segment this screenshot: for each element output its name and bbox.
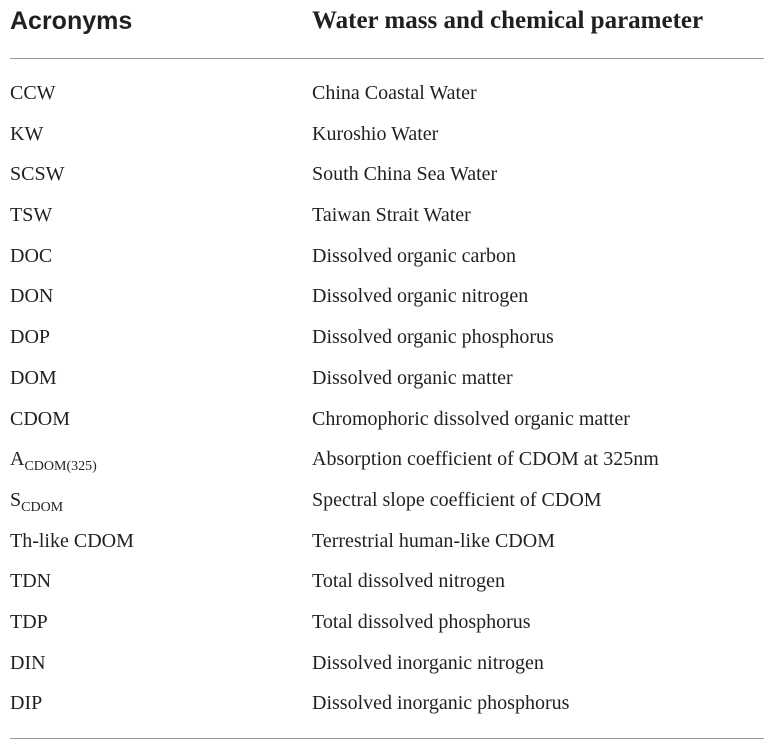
acronym-cell: TDP [10, 610, 48, 633]
description-cell: South China Sea Water [312, 163, 498, 186]
acronym-cell: DIN [10, 651, 46, 674]
description-cell: Dissolved organic phosphorus [312, 326, 554, 349]
table-bottom-rule [10, 738, 764, 739]
table-row [0, 646, 772, 687]
description-cell: Kuroshio Water [312, 122, 439, 145]
table-header [0, 0, 772, 58]
acronym-cell: TSW [10, 204, 53, 227]
table-body [0, 76, 772, 727]
header-divider [10, 58, 764, 59]
description-cell: Spectral slope coefficient of CDOM [312, 488, 602, 511]
acronym-cell: $S_{CDOM}$ [10, 488, 64, 515]
description-cell: Total dissolved phosphorus [312, 610, 531, 633]
table-row [0, 157, 772, 198]
description-cell: Dissolved organic carbon [312, 244, 517, 267]
table-row [0, 686, 772, 727]
acronym-cell: KW [10, 122, 44, 145]
acronym-cell: SCSW [10, 163, 65, 186]
header-description: Water mass and chemical parameter [312, 7, 704, 34]
description-cell: Dissolved organic matter [312, 366, 513, 389]
acronym-cell: DON [10, 285, 54, 308]
description-cell: Dissolved organic nitrogen [312, 285, 529, 308]
table-row [0, 483, 772, 524]
table-row [0, 117, 772, 158]
table-row [0, 361, 772, 402]
table-row [0, 442, 772, 483]
description-cell: China Coastal Water [312, 82, 477, 104]
table-row [0, 605, 772, 646]
acronym-cell: TDN [10, 570, 52, 593]
acronym-cell: Th-like CDOM [10, 529, 134, 552]
table-row [0, 564, 772, 605]
acronym-cell: DOC [10, 244, 53, 267]
description-cell: Chromophoric dissolved organic matter [312, 407, 630, 430]
table-row [0, 198, 772, 239]
table-row [0, 239, 772, 280]
table-row [0, 76, 772, 117]
table-row [0, 524, 772, 565]
header-acronyms: Acronyms [10, 7, 133, 35]
acronym-cell: $A_{CDOM(325)}$ [10, 448, 97, 475]
description-cell: Terrestrial human-like CDOM [312, 529, 555, 552]
description-cell: Dissolved inorganic nitrogen [312, 651, 544, 674]
acronym-cell: DOP [10, 326, 51, 349]
acronym-cell: CCW [10, 82, 56, 104]
table-row [0, 320, 772, 361]
acronym-cell: DIP [10, 692, 43, 715]
table-row [0, 402, 772, 443]
description-cell: Dissolved inorganic phosphorus [312, 692, 570, 715]
acronym-cell: DOM [10, 366, 57, 389]
description-cell: Total dissolved nitrogen [312, 570, 506, 593]
description-cell: Taiwan Strait Water [312, 204, 471, 227]
table-row [0, 279, 772, 320]
acronym-cell: CDOM [10, 407, 71, 430]
description-cell: Absorption coefficient of CDOM at 325nm [312, 448, 659, 471]
